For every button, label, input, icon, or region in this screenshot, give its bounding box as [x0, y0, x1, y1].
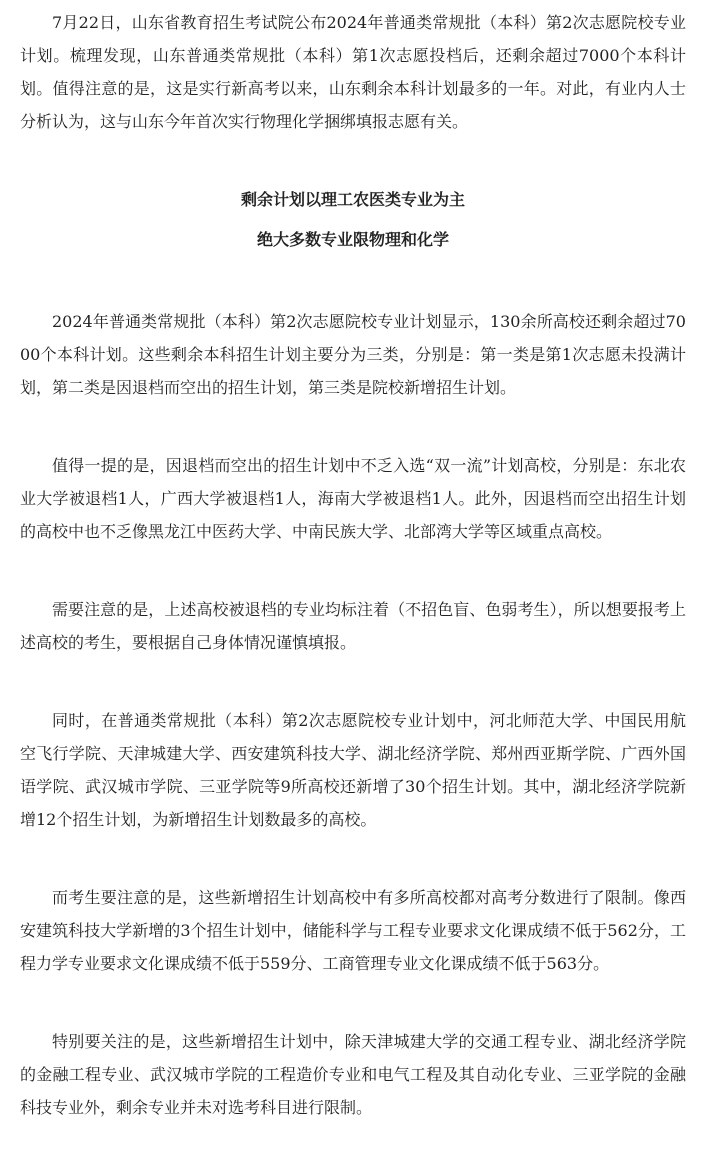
paragraph-withdrawn-slots: 值得一提的是，因退档而空出的招生计划中不乏入选“双一流”计划高校，分别是：东北农业大学被退档1人，广西大学被退档1人，海南大学被退档1人。此外，因退档而空出招生计划的高校中也不乏像黑龙江中医药大学、中南民族大学、北部湾大学等区域重点高校。 [20, 456, 686, 541]
intro-paragraph: 7月22日，山东省教育招生考试院公布2024年普通类常规批（本科）第2次志愿院校专业计划。梳理发现，山东普通类常规批（本科）第1次志愿投档后，还剩余超过7000个本科计划。值得注意的是，这是实行新高考以来，山东剩余本科计划最多的一年。对此，有业内人士分析认为，这与山东今年首次实行物理化学捆绑填报志愿有关。 [20, 13, 686, 131]
paragraph-score-limits: 而考生要注意的是，这些新增招生计划高校中有多所高校都对高考分数进行了限制。像西安建筑科技大学新增的3个招生计划中，储能科学与工程专业要求文化课成绩不低于562分，工程力学专业要求文化课成绩不低于559分、工商管理专业文化课成绩不低于563分。 [20, 888, 686, 973]
paragraph-subject-limits: 特别要关注的是，这些新增招生计划中，除天津城建大学的交通工程专业、湖北经济学院的金融工程专业、武汉城市学院的工程造价专业和电气工程及其自动化专业、三亚学院的金融科技专业外，剩余专业并未对选考科目进行限制。 [20, 1032, 686, 1117]
section-heading-line-2: 绝大多数专业限物理和化学 [256, 230, 449, 249]
paragraph-remaining-plans: 2024年普通类常规批（本科）第2次志愿院校专业计划显示，130余所高校还剩余超过7000个本科计划。这些剩余本科招生计划主要分为三类，分别是：第一类是第1次志愿未投满计划，第二类是因退档而空出的招生计划，第三类是院校新增招生计划。 [20, 312, 686, 397]
section-heading-line-1: 剩余计划以理工农医类专业为主 [240, 190, 465, 209]
paragraph-color-blind-note: 需要注意的是，上述高校被退档的专业均标注着（不招色盲、色弱考生），所以想要报考上述高校的考生，要根据自己身体情况谨慎填报。 [20, 600, 686, 652]
paragraph-new-plans: 同时，在普通类常规批（本科）第2次志愿院校专业计划中，河北师范大学、中国民用航空飞行学院、天津城建大学、西安建筑科技大学、湖北经济学院、郑州西亚斯学院、广西外国语学院、武汉城市学院、三亚学院等9所高校还新增了30个招生计划。其中，湖北经济学院新增12个招生计划，为新增招生计划数最多的高校。 [20, 711, 686, 829]
article-body [20, 0, 686, 1124]
